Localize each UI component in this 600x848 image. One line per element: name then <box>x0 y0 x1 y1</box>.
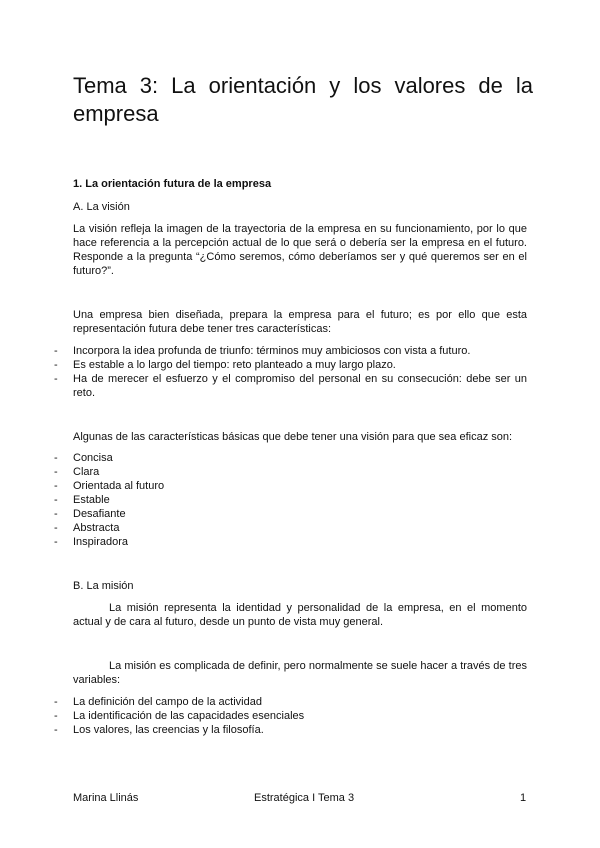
footer-author: Marina Llinás <box>73 792 139 804</box>
list-item: - Orientada al futuro <box>54 480 165 492</box>
footer-course: Estratégica I Tema 3 <box>254 792 355 804</box>
list-item: - Ha de merecer el esfuerzo y el compromiso del personal en su consecución: debe ser un reto. <box>54 373 527 399</box>
footer-page-number: 1 <box>520 792 527 804</box>
vision-paragraph-1: La visión refleja la imagen de la trayectoria de la empresa en su funcionamiento, por lo que hace referencia a la percepción actual de lo que será o debería ser la empresa en el futuro. Responde a la pregunta “¿Cómo seremos, cómo deberíamos ser y qué queremos ser en el futuro?”. <box>73 223 527 277</box>
vision-paragraph-3: Algunas de las características básicas que debe tener una visión para que sea eficaz son: <box>73 431 513 443</box>
list-item: - Clara <box>54 466 100 478</box>
subsection-heading-vision: A. La visión <box>73 201 130 213</box>
list-item: - La definición del campo de la actividad <box>54 696 262 708</box>
list-item: - Estable <box>54 494 110 506</box>
vision-traits-list <box>0 451 527 549</box>
page-title: Tema 3: La orientación y los valores de la empresa <box>73 73 533 126</box>
list-item: - Es estable a lo largo del tiempo: reto planteado a muy largo plazo. <box>54 359 396 371</box>
vision-characteristics-list <box>0 344 527 400</box>
mission-variables-list <box>0 695 527 737</box>
list-item: - Incorpora la idea profunda de triunfo: términos muy ambiciosos con vista a futuro. <box>54 345 471 357</box>
list-item: - Inspiradora <box>54 536 129 548</box>
subsection-heading-mission: B. La misión <box>73 580 134 592</box>
section-heading: 1. La orientación futura de la empresa <box>73 178 272 190</box>
mission-paragraph-2: La misión es complicada de definir, pero normalmente se suele hacer a través de tres variables: <box>73 660 527 686</box>
list-item: - Concisa <box>54 452 113 464</box>
list-item: - La identificación de las capacidades esenciales <box>54 710 305 722</box>
list-item: - Abstracta <box>54 522 120 534</box>
mission-paragraph-1: La misión representa la identidad y personalidad de la empresa, en el momento actual y de cara al futuro, desde un punto de vista muy general. <box>73 602 527 628</box>
vision-paragraph-2: Una empresa bien diseñada, prepara la empresa para el futuro; es por ello que esta representación futura debe tener tres características: <box>73 309 527 335</box>
list-item: - Los valores, las creencias y la filosofía. <box>54 724 264 736</box>
list-item: - Desafiante <box>54 508 126 520</box>
